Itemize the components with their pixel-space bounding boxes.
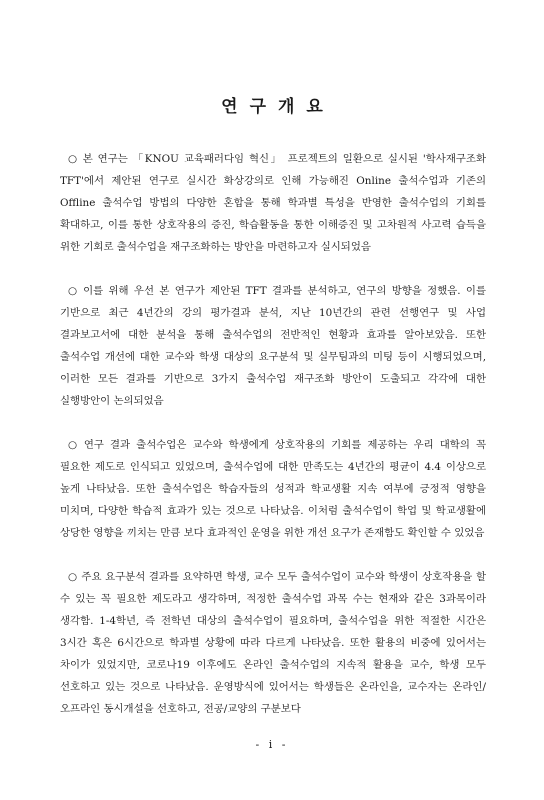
paragraph-text: 이를 위해 우선 본 연구가 제안된 TFT 결과를 분석하고, 연구의 방향을 정했음. 이를 기반으로 최근 4년간의 강의 평가결과 분석, 지난 10년간의 관련 선행연구 및 사업 결과보고서에 대한 분석을 통해 출석수업의 전반적인 현황과 효과를 알아보았음. 또한 출석수업 개선에 대한 교수와 학생 대상의 요구분석 및 실무팀과의 미팅 등이 시행되었으며, 이러한 모든 결과를 기반으로 3가지 출석수업 재구조화 방안이 도출되고 각각에 대한 실행방안이 논의되었음 [60,285,486,407]
document-body [60,148,486,742]
paragraph-2 [60,280,486,412]
paragraph-text: 연구 결과 출석수업은 교수와 학생에게 상호작용의 기회를 제공하는 우리 대학의 꼭 필요한 제도로 인식되고 있었으며, 출석수업에 대한 만족도는 4년간의 평균이 4.4 이상으로 높게 나타났음. 또한 출석수업은 학습자들의 성적과 학교생활 지속 여부에 긍정적 영향을 미치며, 다양한 학습적 효과가 있는 것으로 나타났음. 이처럼 출석수업이 학업 및 학교생활에 상당한 영향을 끼치는 만큼 보다 효과적인 운영을 위한 개선 요구가 존재함도 확인할 수 있었음 [60,439,486,539]
bullet-icon: ○ [68,285,80,297]
paragraph-text: 주요 요구분석 결과를 요약하면 학생, 교수 모두 출석수업이 교수와 학생이 상호작용을 할 수 있는 꼭 필요한 제도라고 생각하며, 적정한 출석수업 과목 수는 현재와 같은 3과목이라 생각함. 1-4학년, 즉 전학년 대상의 출석수업이 필요하며, 출석수업을 위한 적절한 시간은 3시간 혹은 6시간으로 학과별 상황에 따라 다르게 나타났음. 또한 활용의 비중에 있어서는 차이가 있었지만, 코로나19 이후에도 온라인 출석수업의 지속적 활용을 교수, 학생 모두 선호하고 있는 것으로 나타났음. 운영방식에 있어서는 학생들은 온라인을, 교수자는 온라인/오프라인 동시개설을 선호하고, 전공/교양의 구분보다 [60,571,486,715]
paragraph-3 [60,434,486,544]
bullet-icon: ○ [68,439,80,451]
paragraph-4 [60,566,486,720]
bullet-icon: ○ [68,153,79,165]
page-number: - i - [255,738,289,751]
paragraph-text: 본 연구는 「KNOU 교육패러다임 혁신」 프로젝트의 일환으로 실시된 '학사재구조화 TFT'에서 제안된 연구로 실시간 화상강의로 인해 가능해진 Online 출석수업과 기존의 Offline 출석수업 방법의 다양한 혼합을 통해 학과별 특성을 반영한 출석수업의 기회를 확대하고, 이를 통한 상호작용의 증진, 학습활동을 통한 이해증진 및 고차원적 사고력 습득을 위한 기회로 출석수업을 재구조화하는 방안을 마련하고자 실시되었음 [60,153,486,253]
paragraph-1 [60,148,486,258]
bullet-icon: ○ [68,571,78,583]
page-title: 연구개요 [221,97,335,117]
